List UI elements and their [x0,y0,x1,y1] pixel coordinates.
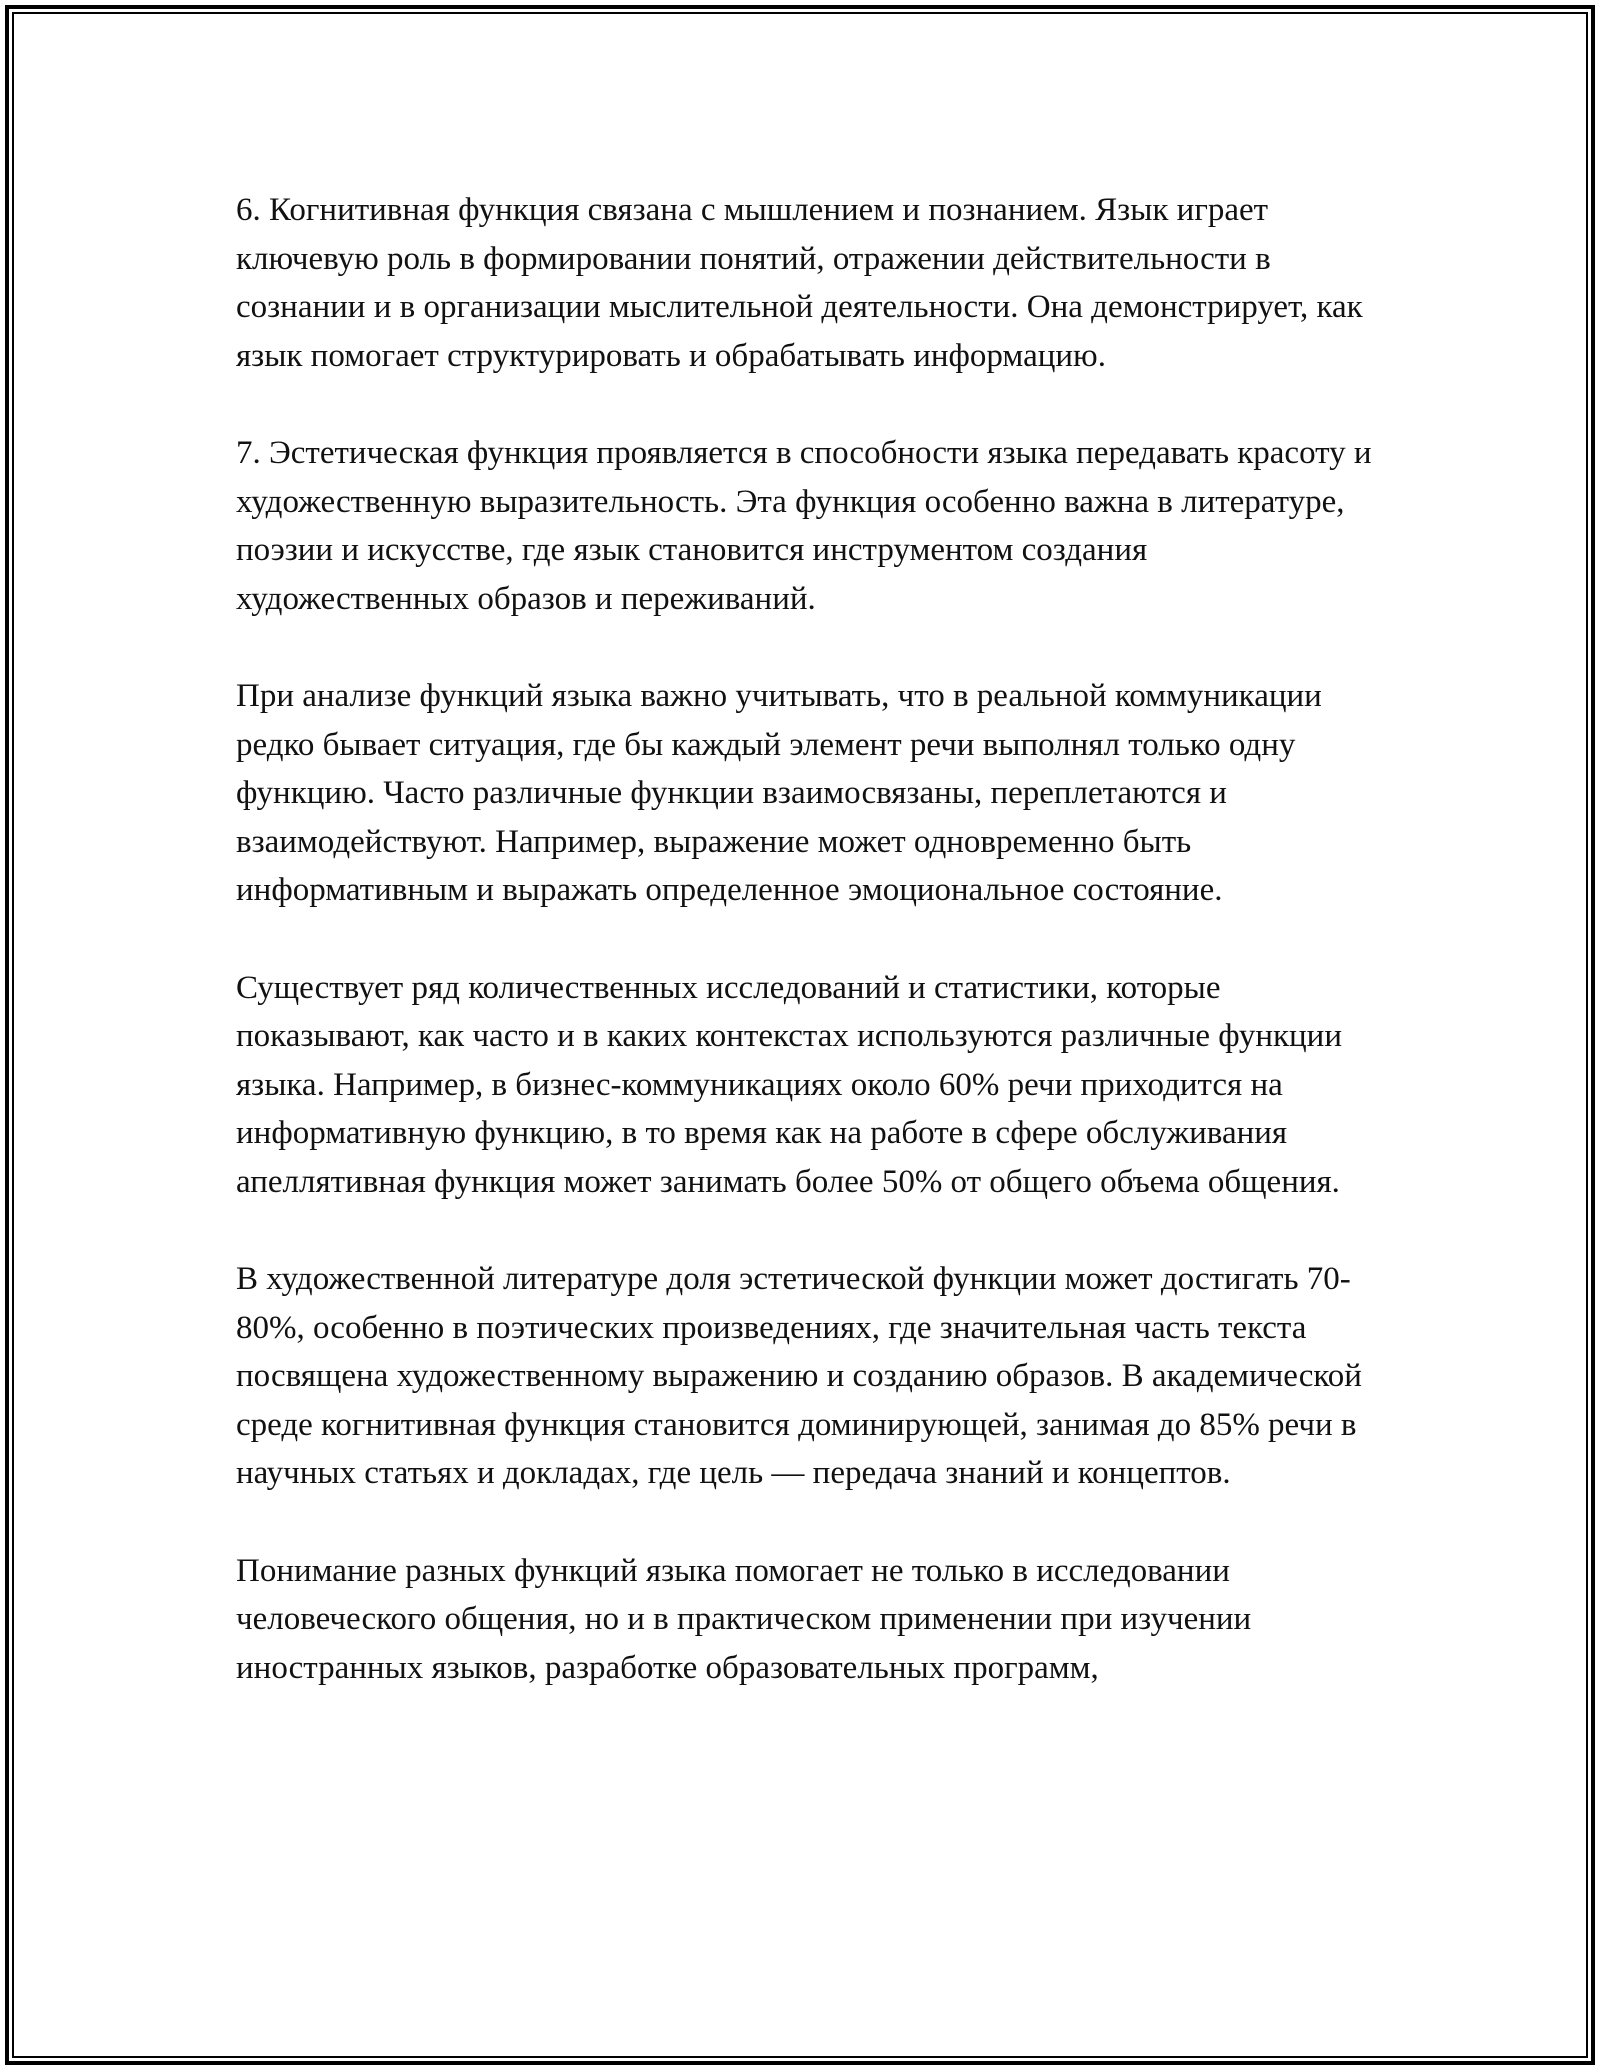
paragraph-cognitive-function: 6. Когнитивная функция связана с мышлением и познанием. Язык играет ключевую роль в формировании понятий, отражении действительности в сознании и в организации мыслительной деятельности. Она демонстрирует, как язык помогает структурировать и обрабатывать информацию. [236,192,1363,374]
paragraph-understanding-functions: Понимание разных функций языка помогает не только в исследовании человеческого общения, но и в практическом применении при изучении иностранных языков, разработке образовательных программ, [236,1552,1252,1686]
document-body [236,186,1376,1692]
paragraph-quantitative-research: Существует ряд количественных исследований и статистики, которые показывают, как часто и в каких контекстах используются различные функции языка. Например, в бизнес-коммуникациях около 60% речи приходится на информативную функцию, в то время как на работе в сфере обслуживания апеллятивная функция может занимать более 50% от общего объема общения. [236,969,1342,1200]
paragraph-literature-academic: В художественной литературе доля эстетической функции может достигать 70-80%, особенно в поэтических произведениях, где значительная часть текста посвящена художественному выражению и созданию образов. В академической среде когнитивная функция становится доминирующей, занимая до 85% речи в научных статьях и докладах, где цель — передача знаний и концептов. [236,1261,1362,1492]
paragraph-functions-analysis: При анализе функций языка важно учитывать, что в реальной коммуникации редко бывает ситуация, где бы каждый элемент речи выполнял только одну функцию. Часто различные функции взаимосвязаны, переплетаются и взаимодействуют. Например, выражение может одновременно быть информативным и выражать определенное эмоциональное состояние. [236,677,1322,909]
paragraph-aesthetic-function: 7. Эстетическая функция проявляется в способности языка передавать красоту и художественную выразительность. Эта функция особенно важна в литературе, поэзии и искусстве, где язык становится инструментом создания художественных образов и переживаний. [236,434,1372,617]
